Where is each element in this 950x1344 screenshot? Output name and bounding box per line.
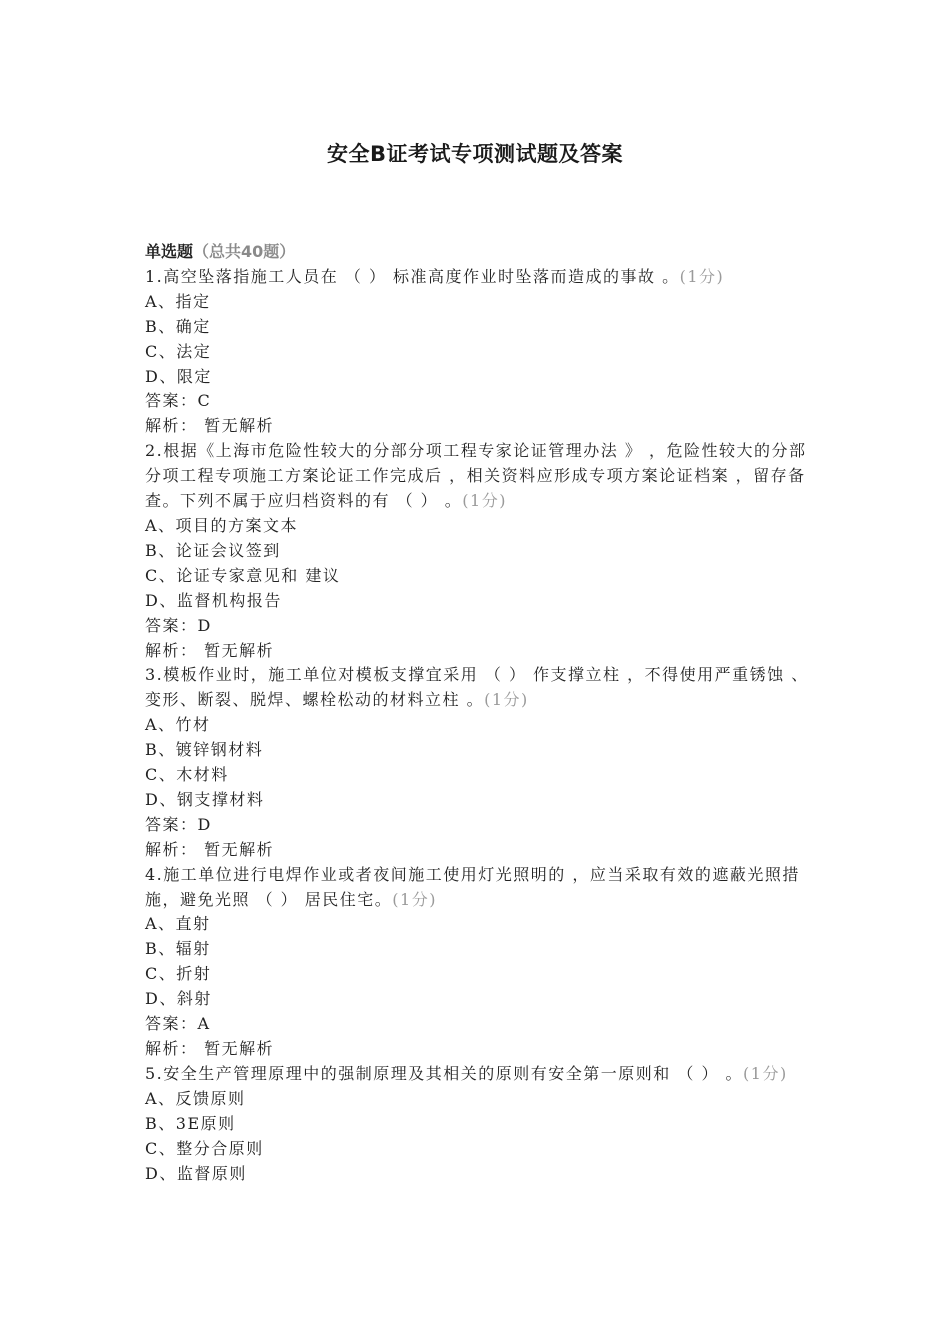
option-b: B、镀锌钢材料 [145,740,264,760]
question-score: (1分) [743,1063,788,1083]
section-count: （总共40题） [193,242,296,261]
question-score: (1分) [679,266,725,286]
question-score: (1分) [392,889,437,909]
answer: 答案：D [145,814,212,834]
document-body [145,240,810,1186]
question-score: (1分) [462,491,507,511]
question-text: 4.施工单位进行电焊作业或者夜间施工使用灯光照明的 ，应当采取有效的遮蔽光照措 施，避免光照 （ ） 居民住宅。(1分) [145,864,800,909]
option-c: C、整分合原则 [145,1138,264,1158]
option-c: C、论证专家意见和 建议 [145,565,341,585]
option-a: A、直射 [145,914,211,934]
option-b: B、3E原则 [145,1113,236,1133]
question-text: 3.模板作业时，施工单位对模板支撑宜采用 （ ） 作支撑立柱 ，不得使用严重锈蚀 、变形、断裂、脱焊、螺栓松动的材料立柱 。(1分) [145,665,809,710]
section-header [145,240,810,265]
document-title: 安全B证考试专项测试题及答案 [326,142,623,166]
question-block [145,265,810,439]
question-score: (1分) [484,690,529,710]
analysis: 解析： 暂无解析 [145,839,275,859]
option-a: A、项目的方案文本 [145,515,299,535]
question-text: 5.安全生产管理原理中的强制原理及其相关的原则有安全第一原则和 （ ） 。(1分) [145,1063,788,1083]
answer: 答案：A [145,1014,211,1034]
option-d: D、钢支撑材料 [145,789,265,809]
option-d: D、监督原则 [145,1163,247,1183]
analysis: 解析： 暂无解析 [145,416,275,436]
option-c: C、木材料 [145,765,229,785]
question-text: 2.根据《上海市危险性较大的分部分项工程专家论证管理办法 》 ，危险性较大的分部 分项工程专项施工方案论证工作完成后 ，相关资料应形成专项方案论证档案 ，留存备 查。下列不属于应归档资料的有 （ ） 。(1分) [145,441,807,511]
question-block [145,1062,810,1187]
section-label: 单选题 [145,242,194,261]
option-b: B、论证会议签到 [145,540,281,560]
option-a: A、指定 [145,291,211,311]
option-c: C、法定 [145,341,212,361]
analysis: 解析： 暂无解析 [145,1039,275,1058]
option-b: B、辐射 [145,939,211,959]
option-a: A、反馈原则 [145,1088,246,1108]
option-b: B、确定 [145,316,211,336]
answer: 答案：D [145,615,212,635]
question-text: 1.高空坠落指施工人员在 （ ） 标准高度作业时坠落而造成的事故 。(1分) [145,266,725,286]
question-block [145,439,810,663]
option-d: D、斜射 [145,989,212,1009]
answer: 答案：C [145,391,212,411]
option-d: D、限定 [145,366,212,386]
analysis: 解析： 暂无解析 [145,640,275,660]
question-block [145,863,810,1062]
option-c: C、折射 [145,964,212,984]
option-d: D、监督机构报告 [145,590,282,610]
option-a: A、竹材 [145,715,211,735]
question-block [145,663,810,862]
